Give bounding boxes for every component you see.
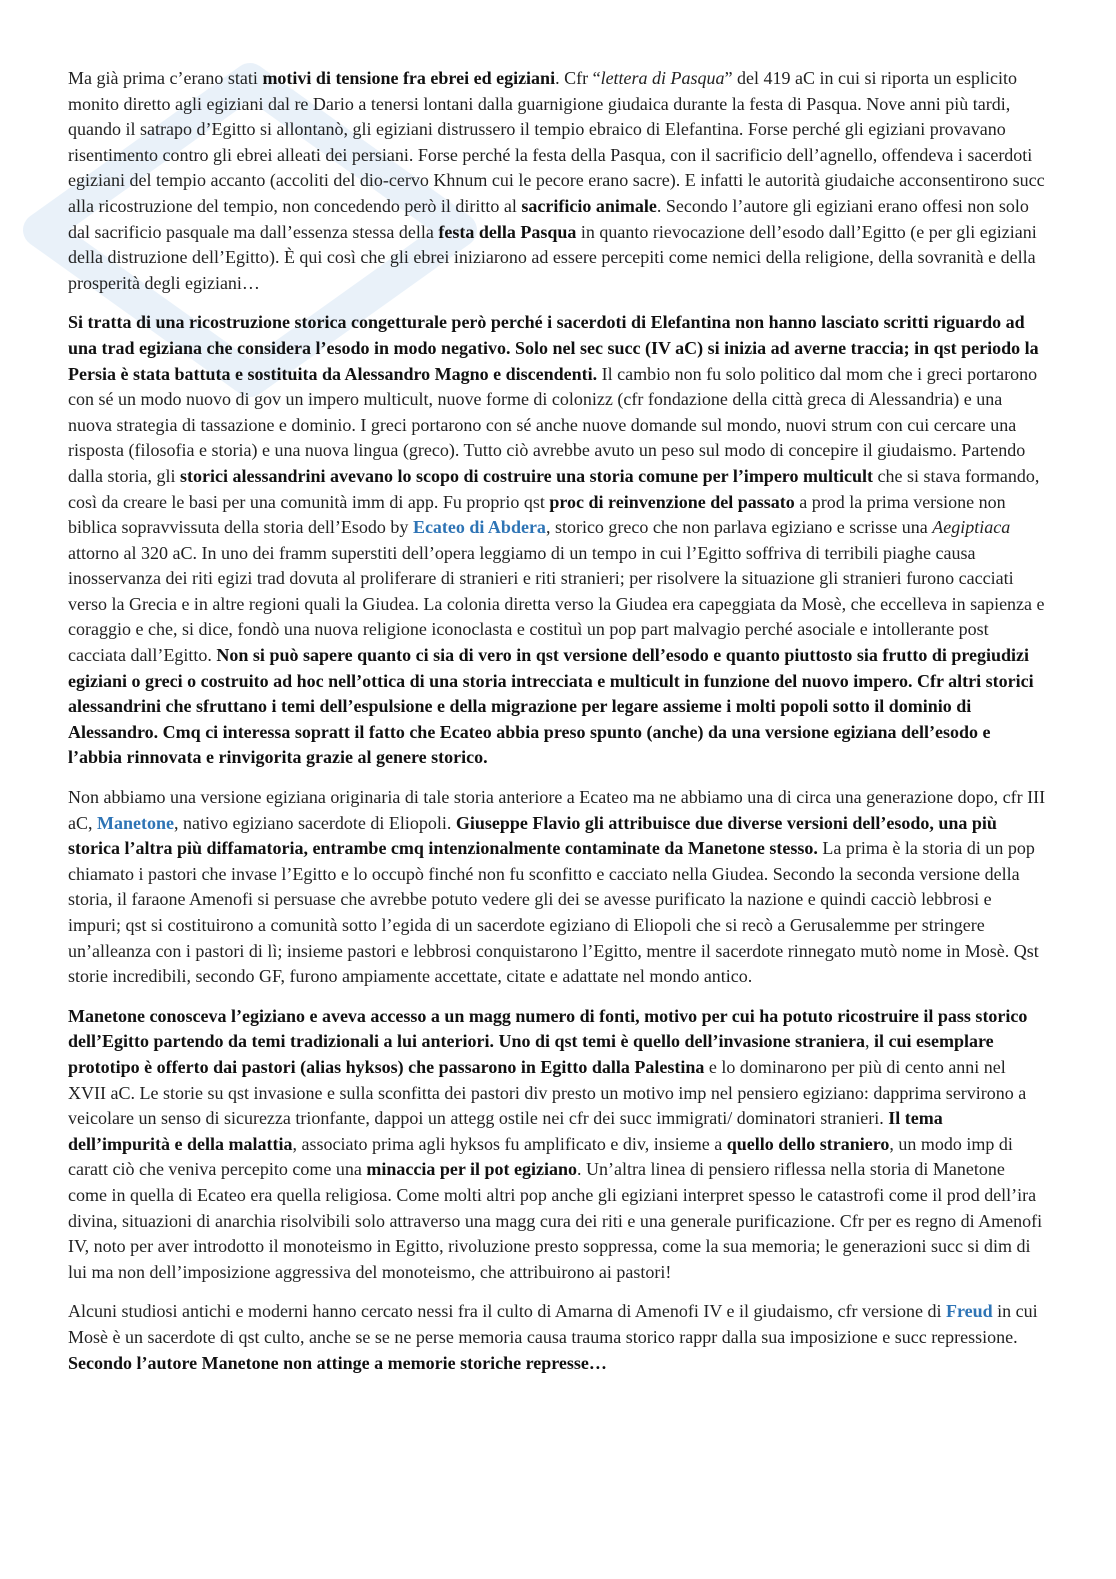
paragraph-2	[68, 310, 1048, 771]
body-text: , associato prima agli hyksos fu amplificato e div, insieme a	[292, 1133, 727, 1154]
body-text: Il cambio non fu solo politico dal mom che i greci portarono con sé un modo nuovo di gov un impero multicult, nuove forme di colonizz (cfr fondazione della città greca di Alessandria) e una nuova strategia di tassazione e dominio. I greci portarono con sé anche nuove domande sul mondo, nuovi strum con cui cercare una risposta (filosofia e storia) e una nuova lingua (greco). Tutto ciò avrebbe avuto un peso sul modo di concepire il giudaismo. Partendo dalla storia, gli	[68, 363, 1038, 486]
bold-text: quello dello straniero	[726, 1133, 890, 1154]
italic-text: Aegiptiaca	[932, 517, 1011, 538]
body-text: che si stava formando, così da creare le basi per una comunità imm di app. Fu proprio qst	[68, 465, 1040, 512]
body-text: in cui Mosè è un sacerdote di qst culto, anche se se ne perse memoria causa trauma storico rappr dalla sua imposizione e succ repressione.	[68, 1301, 1038, 1347]
body-text: , nativo egiziano sacerdote di Eliopoli.	[173, 812, 456, 833]
paragraph-3	[68, 785, 1048, 990]
body-text: Ma già prima c’erano stati	[68, 68, 263, 88]
bold-text: Secondo l’autore Manetone non attinge a memorie storiche represse…	[68, 1352, 607, 1373]
bold-text: il cui esemplare prototipo è offerto dai pastori (alias hyksos) che passarono in Egitto dalla Palestina	[68, 1031, 994, 1077]
paragraph-5	[68, 1299, 1048, 1376]
bold-text: proc di reinvenzione del passato	[549, 491, 795, 512]
bold-text: Il tema dell’impurità e della malattia	[68, 1108, 943, 1154]
reference-link[interactable]: Freud	[945, 1301, 993, 1322]
body-text: , un modo imp di caratt ciò che veniva percepito come una	[68, 1133, 1013, 1180]
body-text: . Secondo l’autore gli egiziani erano offesi non solo dal sacrificio pasquale ma dall’essenza stessa della	[68, 195, 1029, 242]
body-text: . Cfr “	[555, 68, 601, 88]
body-text: Alcuni studiosi antichi e moderni hanno cercato nessi fra il culto di Amarna di Amenofi IV e il giudaismo, cfr versione di	[68, 1301, 946, 1322]
bold-text: Giuseppe Flavio gli attribuisce due diverse versioni dell’esodo, una più storica l’altra più diffamatoria, entrambe cmq intenzionalmente contaminate da Manetone stesso.	[68, 812, 997, 859]
bold-text: motivi di tensione fra ebrei ed egiziani	[262, 68, 556, 88]
bold-text: sacrificio animale	[521, 195, 657, 216]
body-text: a prod la prima versione non biblica sopravvissuta della storia dell’Esodo by	[68, 491, 1006, 538]
bold-text: festa della Pasqua	[438, 221, 577, 242]
body-text: e lo dominarono per più di cento anni nel XVII aC. Le storie su qst invasione e sulla sconfitta dei pastori div presto un motivo imp nel pensiero egiziano: dapprima servirono a veicolare un senso di sicurezza trionfante, dappoi un attegg ostile nei cfr dei succ immigrati/ dominatori stranieri.	[68, 1056, 1027, 1129]
body-text: . Un’altra linea di pensiero riflessa nella storia di Manetone come in quella di Ecateo era quella religiosa. Come molti altri pop anche gli egiziani interpret spesso le catastrofi come il prod dell’ira divina, situazioni di anarchia risolvibili solo attraverso una magg cura dei riti e una generale purificazione. Cfr per es regno di Amenofi IV, noto per aver introdotto il monoteismo in Egitto, rivoluzione presto soppressa, come la sua memoria; le generazioni succ si dim di lui ma non dell’imposizione aggressiva del monoteismo, che attribuirono ai pastori!	[68, 1159, 1043, 1282]
paragraph-1	[68, 66, 1048, 296]
reference-link[interactable]: Manetone	[97, 812, 174, 833]
body-text: , storico greco che non parlava egiziano e scrisse una	[545, 517, 933, 538]
bold-text: Manetone conosceva l’egiziano e aveva accesso a un magg numero di fonti, motivo per cui ha potuto ricostruire il pass storico dell’Egitto partendo da temi tradizionali a lui anteriori. Uno di qst temi è quello dell’invasione straniera	[68, 1005, 1028, 1052]
document-page	[68, 66, 1048, 1390]
body-text: in quanto rievocazione dell’esodo dall’Egitto (e per gli egiziani della distruzione dell’Egitto). È qui così che gli ebrei iniziarono ad essere percepiti come nemici della religione, della sovranità e della prosperità degli egiziani…	[68, 221, 1037, 293]
body-text: attorno al 320 aC. In uno dei framm superstiti dell’opera leggiamo di un tempo in cui l’Egitto soffriva di terribili piaghe causa inosservanza dei riti egizi trad dovuta al proliferare di stranieri e riti stranieri; per risolvere la situazione gli stranieri furono cacciati verso la Grecia e in altre regioni quali la Giudea. La colonia diretta verso la Giudea era capeggiata da Mosè, che eccelleva in sapienza e coraggio e che, si dice, fondò una nuova religione iconoclasta e costituì un pop part malvagio perché asociale e intollerante post cacciata dall’Egitto.	[68, 542, 1045, 666]
bold-text: Non si può sapere quanto ci sia di vero in qst versione dell’esodo e quanto piuttosto sia frutto di pregiudizi egiziani o greci o costruito ad hoc nell’ottica di una storia intrecciata e multicult in funzione del nuovo impero. Cfr altri storici alessandrini che sfruttano i temi dell’espulsione e della migrazione per legare assieme i molti popoli sotto il dominio di Alessandro. Cmq ci interessa sopratt il fatto che Ecateo abbia preso spunto (anche) da una versione egiziana dell’esodo e l’abbia rinnovata e rinvigorita grazie al genere storico.	[68, 645, 1034, 768]
paragraph-4	[68, 1004, 1048, 1286]
bold-text: storici alessandrini avevano lo scopo di costruire una storia comune per l’impero multicult	[179, 465, 873, 486]
body-text: ,	[864, 1031, 874, 1052]
body-text: Non abbiamo una versione egiziana originaria di tale storia anteriore a Ecateo ma ne abbiamo una di circa una generazione dopo, cfr III aC,	[68, 787, 1046, 833]
body-text: ” del 419 aC in cui si riporta un esplicito monito diretto agli egiziani dal re Dario a tenersi lontani dalla guarnigione giudaica durante la festa di Pasqua. Nove anni più tardi, quando il satrapo d’Egitto si allontanò, gli egiziani distrussero il tempio ebraico di Elefantina. Forse perché gli egiziani provavano risentimento contro gli ebrei alleati dei persiani. Forse perché la festa della Pasqua, con il sacrificio dell’agnello, offendeva i sacerdoti egiziani del tempio accanto (accoliti del dio-cervo Khnum cui le pecore erano sacre). E infatti le autorità giudaiche acconsentirono succ alla ricostruzione del tempio, non concedendo però il diritto al	[68, 68, 1045, 216]
bold-text: minaccia per il pot egiziano	[366, 1159, 578, 1180]
body-text: La prima è la storia di un pop chiamato i pastori che invase l’Egitto e lo occupò finché non fu sconfitto e cacciato nella Giudea. Secondo la seconda versione della storia, il faraone Amenofi si persuase che avrebbe potuto vedere gli dei se avesse purificato la nazione e quindi cacciò lebbrosi e impuri; qst si costituirono a comunità sotto l’egida di un sacerdote egiziano di Eliopoli che si recò a Gerusalemme per stringere un’alleanza con i pastori di lì; insieme pastori e lebbrosi conquistarono l’Egitto, mentre il sacerdote rinnegato mutò nome in Mosè. Qst storie incredibili, secondo GF, furono ampiamente accettate, citate e adattate nel mondo antico.	[68, 838, 1039, 987]
reference-link[interactable]: Ecateo di Abdera	[412, 517, 546, 538]
bold-text: Si tratta di una ricostruzione storica congetturale però perché i sacerdoti di Elefantina non hanno lasciato scritti riguardo ad una trad egiziana che considera l’esodo in modo negativo. Solo nel sec succ (IV aC) si inizia ad averne traccia; in qst periodo la Persia è stata battuta e sostituita da Alessandro Magno e discendenti.	[68, 312, 1039, 384]
italic-text: lettera di Pasqua	[600, 68, 725, 88]
